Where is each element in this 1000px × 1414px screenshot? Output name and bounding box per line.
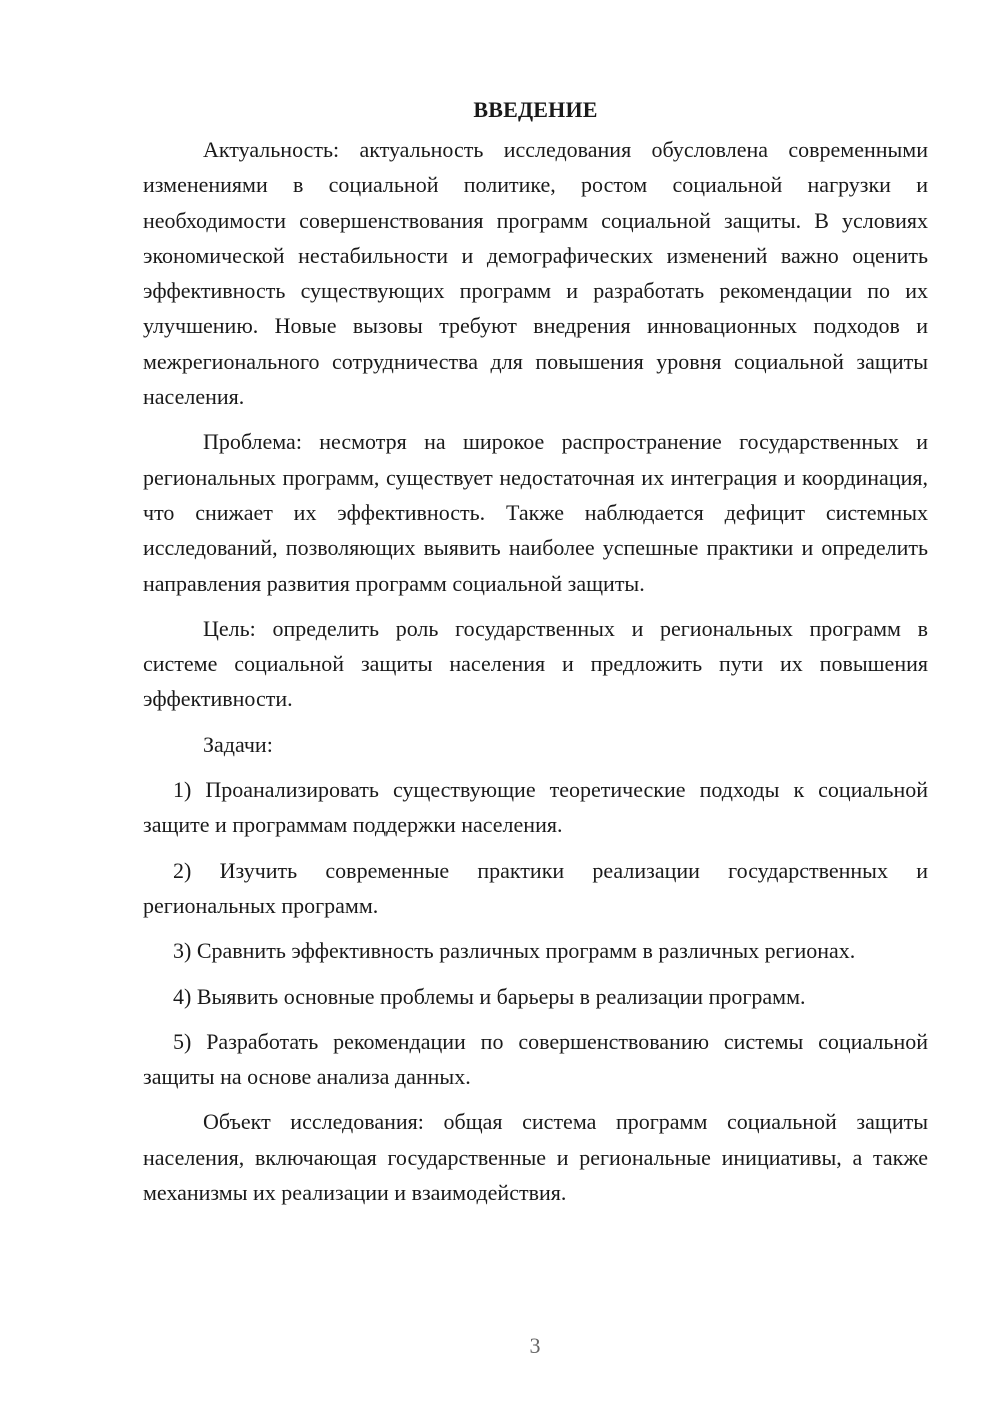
task-item-1: 1) Проанализировать существующие теоретические подходы к социальной защите и программам поддержки населения.: [143, 777, 928, 838]
paragraph-problem: Проблема: несмотря на широкое распространение государственных и региональных программ, существует недостаточная их интеграция и координация, что снижает их эффективность. Также наблюдается дефицит системных исследований, позволяющих выявить наиболее успешные практики и определить направления развития программ социальной защиты.: [143, 429, 928, 596]
section-title: ВВЕДЕНИЕ: [473, 97, 598, 122]
task-item-5: 5) Разработать рекомендации по совершенствованию системы социальной защиты на основе анализа данных.: [143, 1028, 928, 1090]
paragraph-goal: Цель: определить роль государственных и региональных программ в системе социальной защиты населения и предложить пути их повышения эффективности.: [143, 615, 928, 712]
task-item-2: 2) Изучить современные практики реализации государственных и региональных программ.: [143, 857, 928, 918]
task-item-3: 3) Сравнить эффективность различных программ в различных регионах.: [173, 938, 856, 964]
paragraph-object: Объект исследования: общая система программ социальной защиты населения, включающая государственные и региональные инициативы, а также механизмы их реализации и взаимодействия.: [143, 1109, 928, 1206]
paragraph-relevance: Актуальность: актуальность исследования обусловлена современными изменениями в социальной политике, ростом социальной нагрузки и необходимости совершенствования программ социальной защиты. В условиях экономической нестабильности и демографических изменений важно оценить эффективность существующих программ и разработать рекомендации по их улучшению. Новые вызовы требуют внедрения инновационных подходов и межрегионального сотрудничества для повышения уровня социальной защиты населения.: [143, 137, 928, 410]
document-page: [143, 92, 928, 1220]
tasks-heading: Задачи:: [203, 731, 273, 757]
task-item-4: 4) Выявить основные проблемы и барьеры в реализации программ.: [173, 983, 806, 1009]
page-number: 3: [529, 1333, 541, 1358]
